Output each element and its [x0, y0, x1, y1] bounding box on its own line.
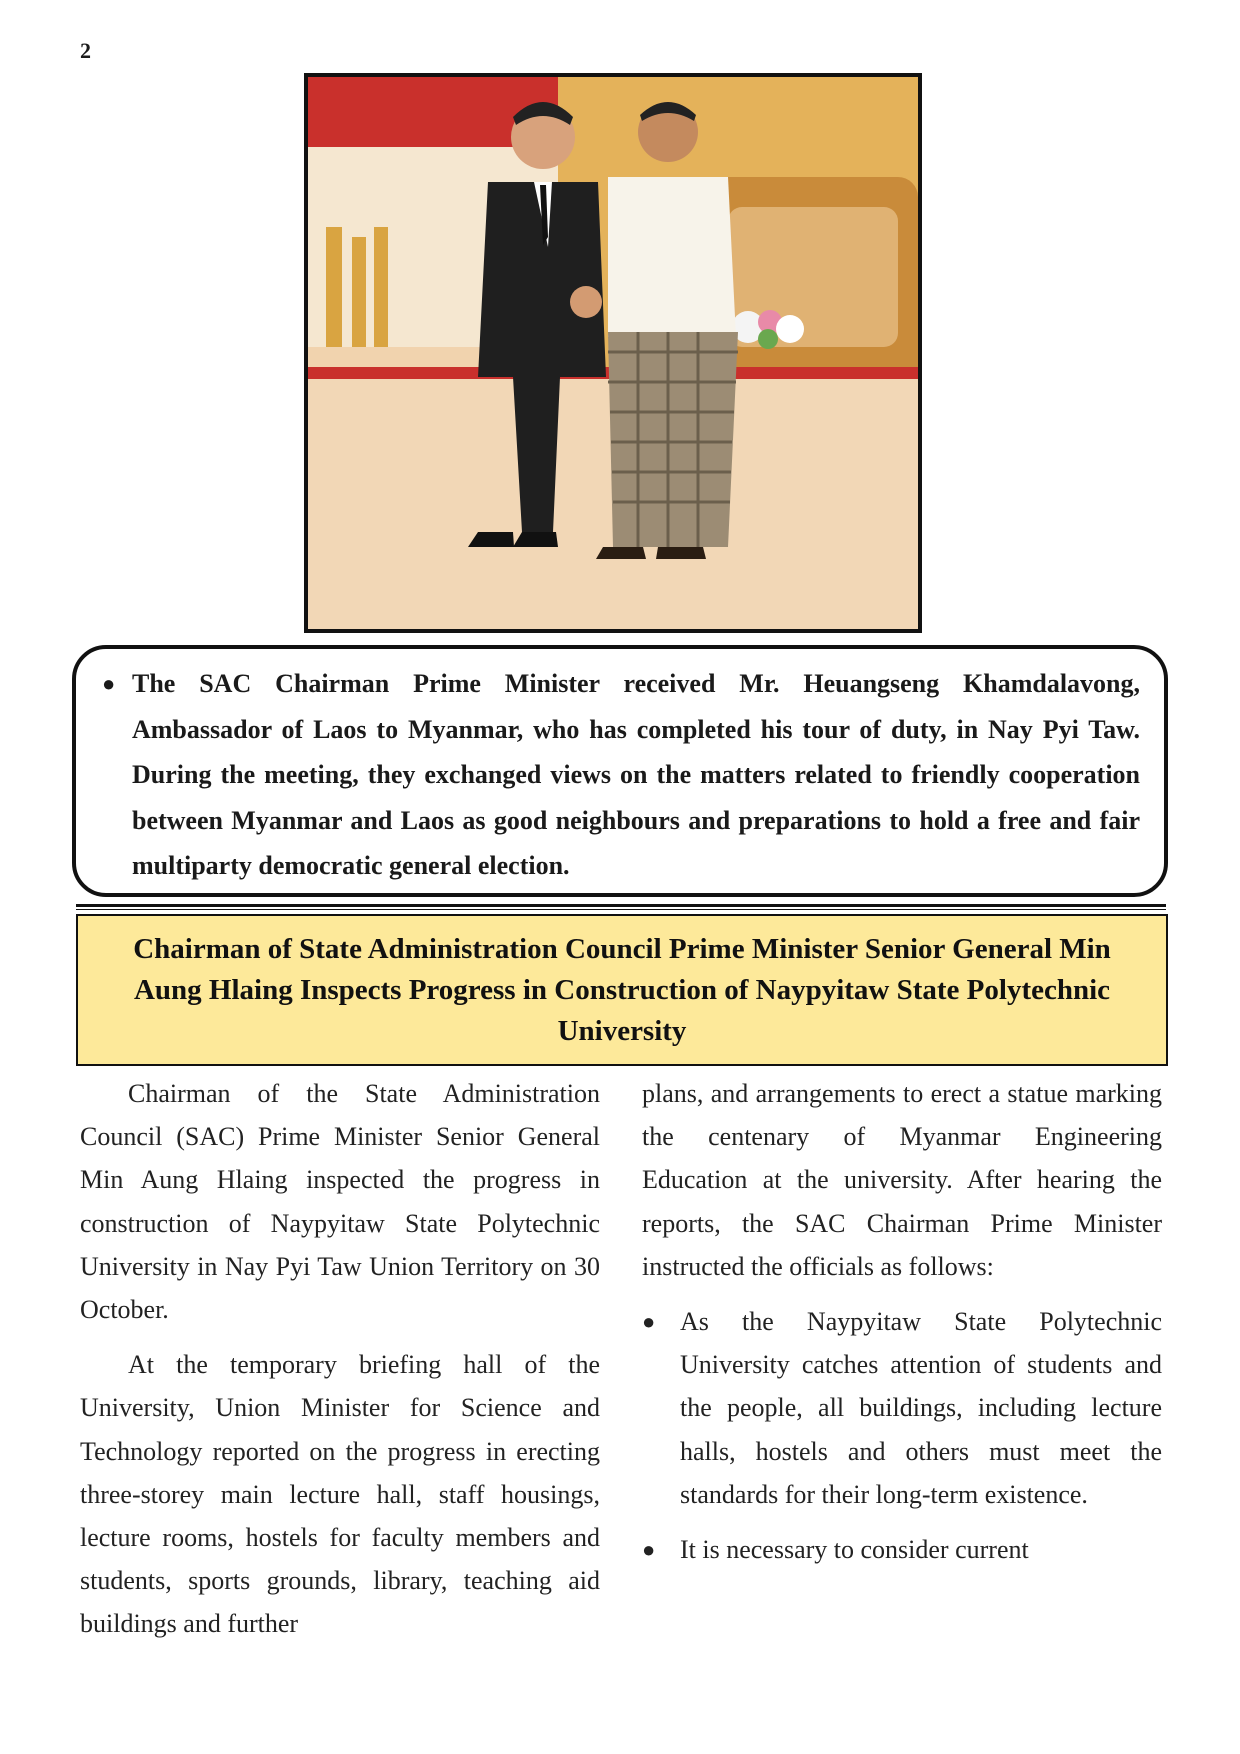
section-divider-thin: [76, 909, 1166, 910]
list-item: [642, 1528, 1162, 1571]
section-divider: [76, 904, 1166, 907]
headline-box: [76, 914, 1168, 1066]
article-right-column: [642, 1072, 1162, 1583]
photo-caption-box: [72, 645, 1168, 897]
list-item-text: As the Naypyitaw State Polytechnic University catches attention of students and the people, all buildings, including lecture halls, hostels and others must meet the standards for their long-term existence.: [680, 1307, 1162, 1509]
page-number: 2: [80, 38, 91, 63]
paragraph: Chairman of the State Administration Council (SAC) Prime Minister Senior General Min Aung Hlaing inspected the progress in construction of Naypyitaw State Polytechnic University in Nay Pyi Taw Union Territory on 30 October.: [80, 1079, 600, 1325]
paragraph: plans, and arrangements to erect a statue marking the centenary of Myanmar Engineering Education at the university. After hearing the reports, the SAC Chairman Prime Minister instructed the officials as follows:: [642, 1079, 1162, 1281]
news-photo: [304, 73, 922, 633]
list-item: [642, 1300, 1162, 1516]
instruction-list: [642, 1300, 1162, 1571]
photo-handshake-icon: [308, 77, 918, 629]
article-left-column: [80, 1072, 600, 1658]
article-headline: Chairman of State Administration Council Prime Minister Senior General Min Aung Hlaing Inspects Progress in Construction of Naypyitaw State Polytechnic University: [133, 932, 1111, 1047]
paragraph: At the temporary briefing hall of the University, Union Minister for Science and Technology reported on the progress in erecting three-storey main lecture hall, staff housings, lecture rooms, hostels for faculty members and students, sports grounds, library, teaching aid buildings and further: [80, 1350, 600, 1639]
bullet-icon: ●: [642, 1309, 656, 1335]
photo-caption: The SAC Chairman Prime Minister received Mr. Heuangseng Khamdalavong, Ambassador of Laos to Myanmar, who has completed his tour of duty, in Nay Pyi Taw. During the meeting, they exchanged views on the matters related to friendly cooperation between Myanmar and Laos as good neighbours and preparations to hold a free and fair multiparty democratic general election.: [132, 669, 1140, 881]
bullet-icon: ●: [642, 1537, 656, 1563]
list-item-text: It is necessary to consider current: [680, 1535, 1029, 1565]
bullet-icon: ●: [102, 671, 116, 696]
